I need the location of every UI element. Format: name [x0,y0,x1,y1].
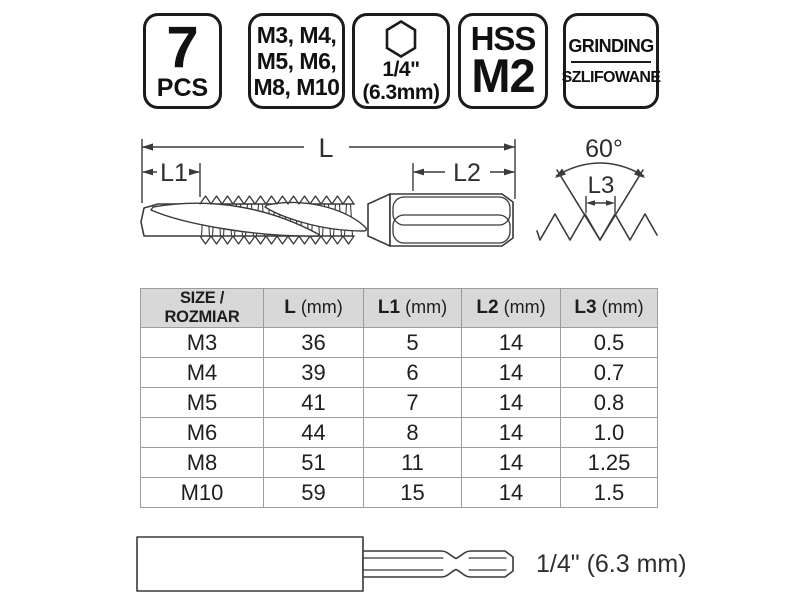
drill-tap-diagram [141,133,515,246]
cell-size: M5 [141,388,264,418]
cell-l3: 1.5 [561,478,658,508]
cell-l3: 0.8 [561,388,658,418]
sizes-line-3: M8, M10 [253,73,340,100]
table-row [141,328,658,358]
table-row [141,388,658,418]
cell-l: 36 [264,328,364,358]
col-header-l2: L2 (mm) [462,289,561,328]
cell-l: 44 [264,418,364,448]
badge-material [458,13,548,109]
col-header-l3: L3 (mm) [561,289,658,328]
hexagon-icon [383,20,419,58]
collar [368,194,390,246]
cell-l2: 14 [462,418,561,448]
cell-l1: 11 [364,448,462,478]
thread-angle-label: 60° [585,135,623,163]
cell-l2: 14 [462,358,561,388]
cell-l2: 14 [462,448,561,478]
table-row [141,358,658,388]
sizes-line-2: M5, M6, [256,48,337,74]
holder-sleeve [137,537,363,591]
finish-label-en: GRINDING [568,35,654,56]
hex-shank [390,194,513,246]
cell-l3: 1.0 [561,418,658,448]
hex-size-metric: (6.3mm) [362,80,440,104]
cell-l3: 1.25 [561,448,658,478]
cell-l3: 0.5 [561,328,658,358]
thread-profile-diagram [537,135,657,240]
dim-label-total-length: L [318,133,334,163]
cell-size: M10 [141,478,264,508]
badge-hex-drive [352,13,450,109]
dim-label-shank-length: L2 [453,159,481,187]
col-header-l: L (mm) [264,289,364,328]
piece-count-number: 7 [166,14,199,80]
badge-thread-sizes [248,13,345,109]
cell-l: 59 [264,478,364,508]
cell-l1: 8 [364,418,462,448]
holder-hex-shank [363,551,513,577]
col-header-size: SIZE / ROZMIAR [141,289,264,328]
table-row [141,418,658,448]
cell-l: 41 [264,388,364,418]
thread-teeth-bottom [200,236,354,244]
finish-label-pl: SZLIFOWANE [561,68,661,86]
cell-l1: 7 [364,388,462,418]
bit-holder-diagram [137,537,687,591]
cell-size: M6 [141,418,264,448]
holder-size-label: 1/4" (6.3 mm) [536,550,687,578]
table-row [141,478,658,508]
cell-l2: 14 [462,328,561,358]
cell-size: M4 [141,358,264,388]
cell-l: 39 [264,358,364,388]
cell-l3: 0.7 [561,358,658,388]
spec-table-header-row [141,289,658,328]
spec-table [140,288,658,508]
material-type: HSS [470,20,536,57]
badge-finish [563,13,659,109]
hex-size-inch: 1/4" [382,57,420,81]
piece-count-unit: PCS [156,74,209,103]
badge-piece-count [143,13,222,109]
col-header-l1: L1 (mm) [364,289,462,328]
cell-l1: 6 [364,358,462,388]
material-grade: M2 [471,49,535,103]
cell-size: M8 [141,448,264,478]
finish-divider [571,61,651,63]
cell-l1: 5 [364,328,462,358]
cell-l: 51 [264,448,364,478]
cell-l2: 14 [462,478,561,508]
cell-size: M3 [141,328,264,358]
cell-l1: 15 [364,478,462,508]
sizes-line-1: M3, M4, [256,22,337,49]
table-row [141,448,658,478]
dim-label-drill-length: L1 [160,159,188,187]
dim-label-pitch: L3 [587,172,615,199]
cell-l2: 14 [462,388,561,418]
